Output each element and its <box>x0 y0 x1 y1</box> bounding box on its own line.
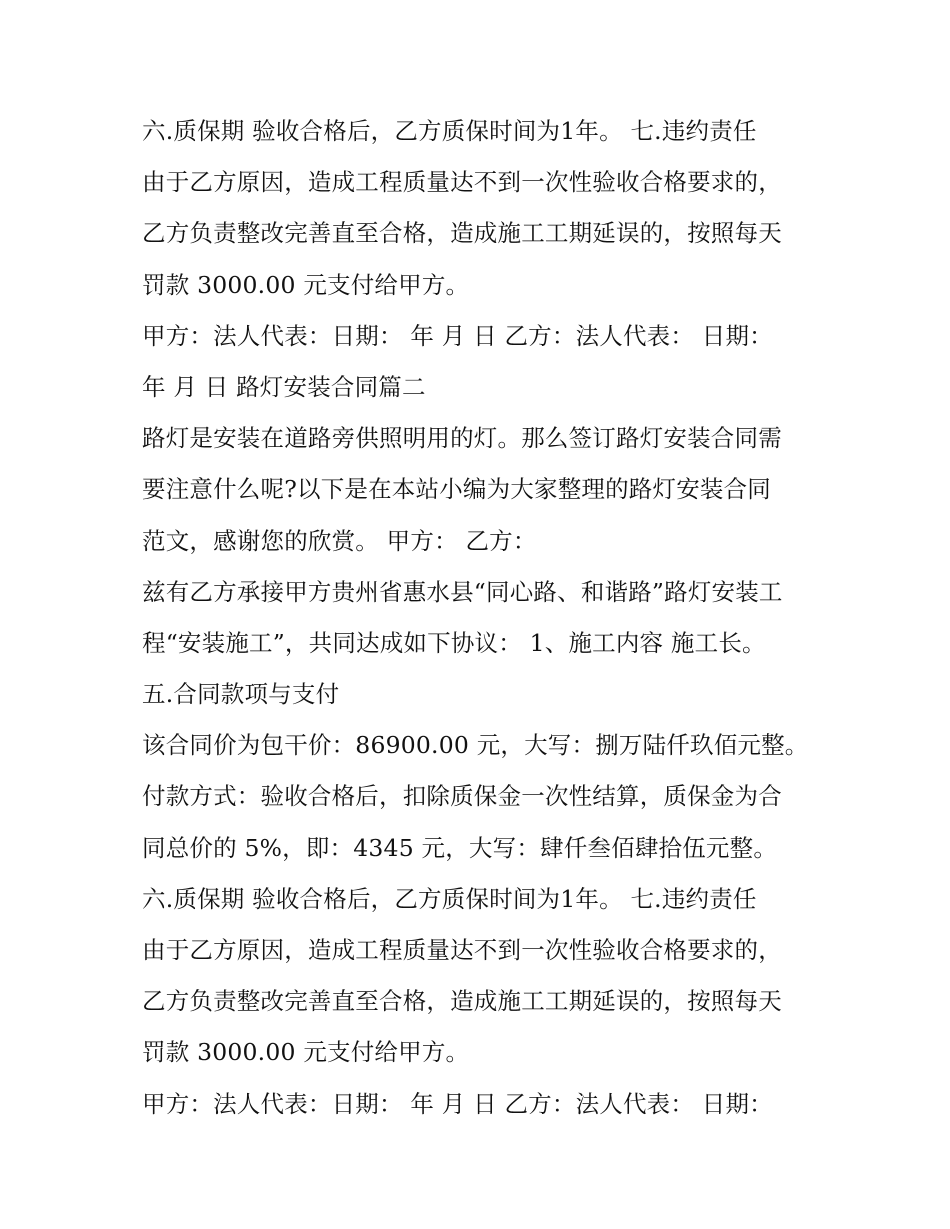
text-line: 由于乙方原因，造成工程质量达不到一次性验收合格要求的， <box>142 936 782 964</box>
text-line: 付款方式：验收合格后，扣除质保金一次性结算，质保金为合 <box>142 782 782 811</box>
text-line: 五.合同款项与支付 <box>142 680 340 709</box>
text-line: 罚款 3000.00 元支付给甲方。 <box>142 270 470 299</box>
text-line: 由于乙方原因，造成工程质量达不到一次性验收合格要求的， <box>142 168 782 197</box>
text-line: 甲方：法人代表：日期： 年 月 日 乙方：法人代表： 日期： <box>142 1089 773 1118</box>
text-line: 同总价的 5%，即：4345 元，大写：肆仟叁佰肆拾伍元整。 <box>142 833 778 862</box>
text-line: 要注意什么呢?以下是在本站小编为大家整理的路灯安装合同 <box>142 475 771 504</box>
text-line: 程“安装施工”，共同达成如下协议： 1、施工内容 施工长。 <box>142 628 766 657</box>
text-line: 罚款 3000.00 元支付给甲方。 <box>142 1038 470 1067</box>
text-line: 乙方负责整改完善直至合格，造成施工工期延误的，按照每天 <box>142 219 782 248</box>
text-line: 兹有乙方承接甲方贵州省惠水县“同心路、和谐路”路灯安装工 <box>142 577 783 606</box>
contract-body-text <box>142 111 822 1135</box>
text-line: 六.质保期 验收合格后，乙方质保时间为1年。 七.违约责任 <box>142 884 757 913</box>
text-line: 乙方负责整改完善直至合格，造成施工工期延误的，按照每天 <box>142 987 782 1016</box>
text-line: 年 月 日 路灯安装合同篇二 <box>142 372 426 401</box>
text-line: 路灯是安装在道路旁供照明用的灯。那么签订路灯安装合同需 <box>142 424 782 453</box>
text-line: 该合同价为包干价：86900.00 元，大写：捌万陆仟玖佰元整。 <box>142 731 809 760</box>
text-line: 六.质保期 验收合格后，乙方质保时间为1年。 七.违约责任 <box>142 117 757 145</box>
text-line: 范文，感谢您的欣赏。 甲方： 乙方： <box>142 526 537 555</box>
text-line: 甲方：法人代表：日期： 年 月 日 乙方：法人代表： 日期： <box>142 321 773 350</box>
